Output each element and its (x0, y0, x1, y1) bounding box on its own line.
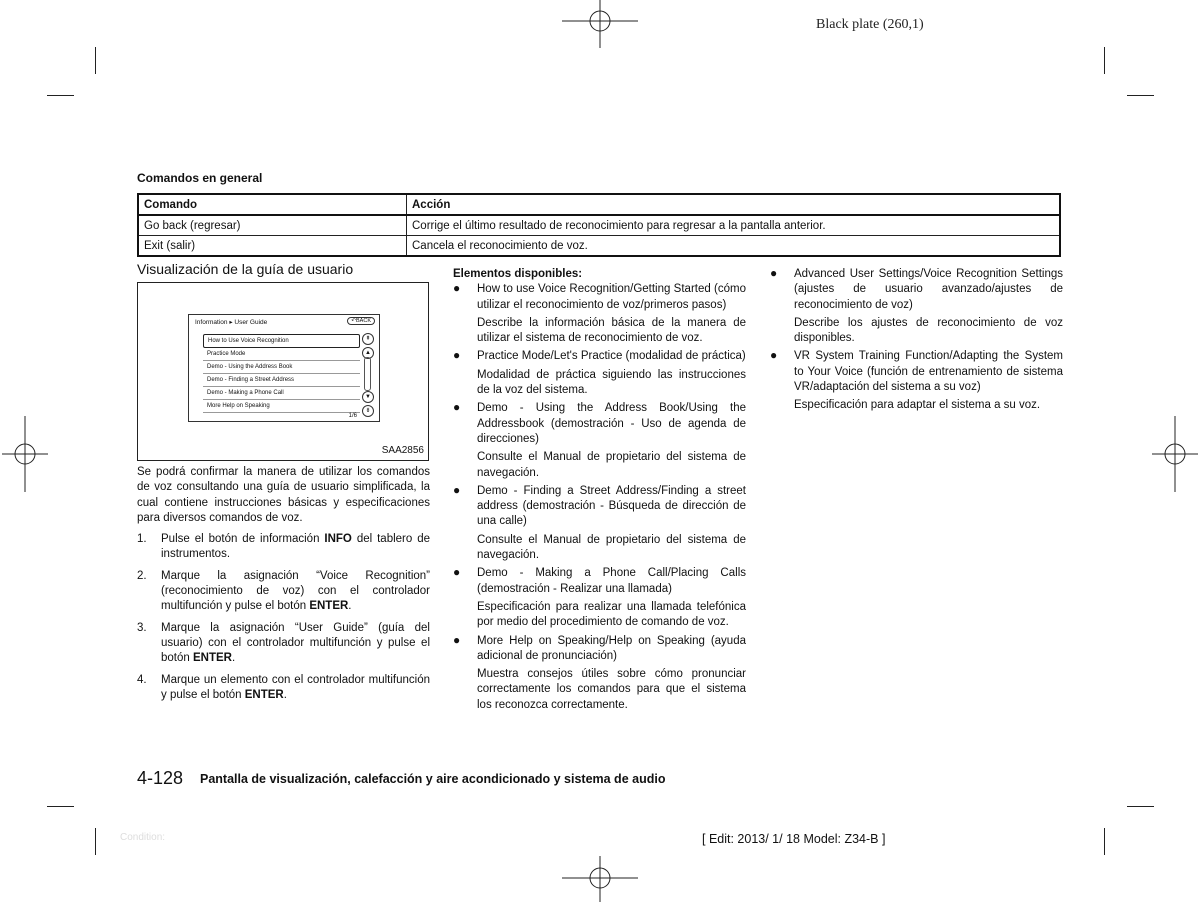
scrollbar-track (364, 357, 371, 391)
list-item-desc: Describe la información básica de la manera de utilizar el sistema de reconocimiento de voz. (477, 316, 746, 345)
table-row (138, 236, 1060, 257)
middle-column (453, 267, 746, 716)
back-label: BACK (356, 318, 371, 324)
screen-menu-item: Demo - Using the Address Book (203, 361, 360, 374)
registration-mark-left (2, 416, 48, 492)
bullet-icon: ● (453, 348, 461, 363)
list-item-desc: Especificación para adaptar el sistema a su voz. (794, 399, 1041, 412)
figure-code: SAA2856 (381, 445, 424, 456)
step-key: ENTER (192, 652, 232, 665)
table-row (138, 215, 1060, 236)
table-cell-command: Exit (salir) (138, 236, 407, 257)
screen-back-button (347, 317, 375, 325)
list-item-head: Demo - Using the Address Book/Using the Addressbook (demostración - Uso de agenda de direcciones) (477, 402, 746, 445)
screen-menu-item: Demo - Making a Phone Call (203, 387, 360, 400)
crop-mark-bottom-right-horizontal (1127, 806, 1154, 807)
registration-mark-top (562, 0, 638, 48)
list-item-head: More Help on Speaking/Help on Speaking (ayuda adicional de pronunciación) (477, 634, 746, 662)
user-guide-subtitle: Visualización de la guía de usuario (137, 261, 354, 277)
back-arrow-icon: ↶ (351, 318, 357, 324)
step-item (137, 569, 430, 615)
bullet-icon: ● (453, 281, 461, 296)
scroll-bottom-icon: ⇟ (362, 405, 374, 417)
registration-mark-bottom (562, 856, 638, 902)
step-item (137, 673, 430, 704)
step-text-end: . (231, 652, 236, 665)
table-header-row (138, 194, 1060, 215)
crop-mark-bottom-left-vertical (95, 828, 96, 855)
list-item (453, 484, 746, 563)
step-key: ENTER (309, 600, 349, 613)
step-number: 2. (137, 569, 147, 582)
step-number: 3. (137, 621, 147, 634)
left-column (137, 465, 430, 709)
bullet-icon: ● (453, 400, 461, 415)
commands-table (137, 193, 1061, 257)
crop-mark-bottom-left-horizontal (47, 806, 74, 807)
list-item (453, 566, 746, 630)
list-item-head: How to use Voice Recognition/Getting Started (cómo utilizar el reconocimiento de voz/primeros pasos) (477, 283, 746, 311)
step-text: Pulse el botón de información (161, 533, 325, 546)
step-text-end: del tablero de instrumentos. (161, 533, 430, 561)
step-item (137, 621, 430, 667)
table-header-command: Comando (138, 194, 407, 215)
step-key: INFO (324, 533, 352, 546)
table-cell-command: Go back (regresar) (138, 215, 407, 236)
list-item (453, 401, 746, 480)
screen-menu-item: Practice Mode (203, 348, 360, 361)
list-item-head: Advanced User Settings/Voice Recognition Settings (ajustes de usuario avanzado/ajustes de reconocimiento de voz) (794, 268, 1063, 311)
list-item-desc: Especificación para realizar una llamada telefónica por medio del procedimiento de comando de voz. (477, 600, 746, 629)
bullet-icon: ● (453, 482, 461, 497)
page-number: 4-128 (137, 768, 184, 788)
list-item-desc: Consulte el Manual de propietario del sistema de navegación. (477, 533, 746, 562)
crop-mark-bottom-right-vertical (1104, 828, 1105, 855)
bullet-icon: ● (770, 348, 778, 363)
step-text: Marque un elemento con el controlador multifunción y pulse el botón (161, 673, 430, 701)
available-items-title: Elementos disponibles: (453, 268, 583, 280)
list-item-head: VR System Training Function/Adapting the System to Your Voice (función de entrenamiento de sistema VR/adaptación del sistema a su voz) (794, 350, 1063, 394)
list-item-head: Practice Mode/Let's Practice (modalidad de práctica) (477, 350, 746, 363)
steps-list (137, 532, 430, 703)
crop-mark-top-right-horizontal (1127, 95, 1154, 96)
screen-menu-item: More Help on Speaking (203, 400, 360, 413)
crop-mark-top-right-vertical (1104, 47, 1105, 74)
list-item-desc: Modalidad de práctica siguiendo las instrucciones de la voz del sistema. (477, 368, 746, 397)
list-item (453, 282, 746, 346)
step-text: Marque la asignación “Voice Recognition” (reconocimiento de voz) con el controlador multifunción y pulse el botón (161, 569, 430, 613)
screen-breadcrumb: Information ▸ User Guide (195, 319, 268, 326)
list-item-head: Demo - Finding a Street Address/Finding a street address (demostración - Búsqueda de dirección de una calle) (477, 484, 746, 528)
table-cell-action: Corrige el último resultado de reconocimiento para regresar a la pantalla anterior. (407, 215, 1061, 236)
plate-label: Black plate (260,1) (816, 17, 924, 32)
condition-label: Condition: (120, 832, 166, 843)
list-item (770, 349, 1063, 413)
list-item-desc: Consulte el Manual de propietario del sistema de navegación. (477, 451, 746, 479)
bullet-icon: ● (453, 632, 461, 647)
chapter-title: Pantalla de visualización, calefacción y aire acondicionado y sistema de audio (200, 772, 666, 786)
bullet-icon: ● (770, 266, 778, 280)
registration-mark-right (1152, 416, 1198, 492)
screen-page-indicator: 1/6 (348, 413, 357, 419)
step-number: 4. (137, 673, 147, 686)
screen-menu-item: How to Use Voice Recognition (203, 334, 360, 348)
user-guide-figure (137, 282, 429, 461)
step-item (137, 532, 430, 563)
step-text: Marque la asignación “User Guide” (guía del usuario) con el controlador multifunción y pulse el botón (161, 621, 430, 665)
step-text-end: . (283, 688, 287, 701)
step-key: ENTER (244, 688, 284, 701)
scroll-up-icon: ▲ (362, 347, 374, 359)
screen-menu (203, 334, 360, 413)
screen-menu-item: Demo - Finding a Street Address (203, 374, 360, 387)
display-screen-illustration (188, 314, 380, 422)
table-header-action: Acción (407, 194, 1061, 215)
crop-mark-top-left-vertical (95, 47, 96, 74)
list-item (453, 634, 746, 713)
step-text-end: . (348, 600, 352, 613)
list-item (770, 267, 1063, 346)
step-number: 1. (137, 533, 147, 546)
list-item-desc: Muestra consejos útiles sobre cómo pronunciar correctamente los comandos para que el sistema los reconozca correctamente. (477, 668, 746, 711)
list-item-desc: Describe los ajustes de reconocimiento de voz disponibles. (794, 316, 1063, 345)
list-item (453, 349, 746, 398)
edit-info: [ Edit: 2013/ 1/ 18 Model: Z34-B ] (702, 832, 886, 846)
table-cell-action: Cancela el reconocimiento de voz. (407, 236, 1061, 257)
intro-paragraph: Se podrá confirmar la manera de utilizar los comandos de voz consultando una guía de usuario simplificada, la cual contiene instrucciones básicas y especificaciones para diversos comandos de voz. (137, 466, 430, 524)
section-title: Comandos en general (137, 171, 263, 185)
bullet-icon: ● (453, 565, 461, 580)
right-column (770, 267, 1063, 417)
scroll-top-icon: ⇞ (362, 333, 374, 345)
crop-mark-top-left-horizontal (47, 95, 74, 96)
scroll-down-icon: ▼ (362, 391, 374, 403)
list-item-head: Demo - Making a Phone Call/Placing Calls (demostración - Realizar una llamada) (477, 567, 746, 595)
